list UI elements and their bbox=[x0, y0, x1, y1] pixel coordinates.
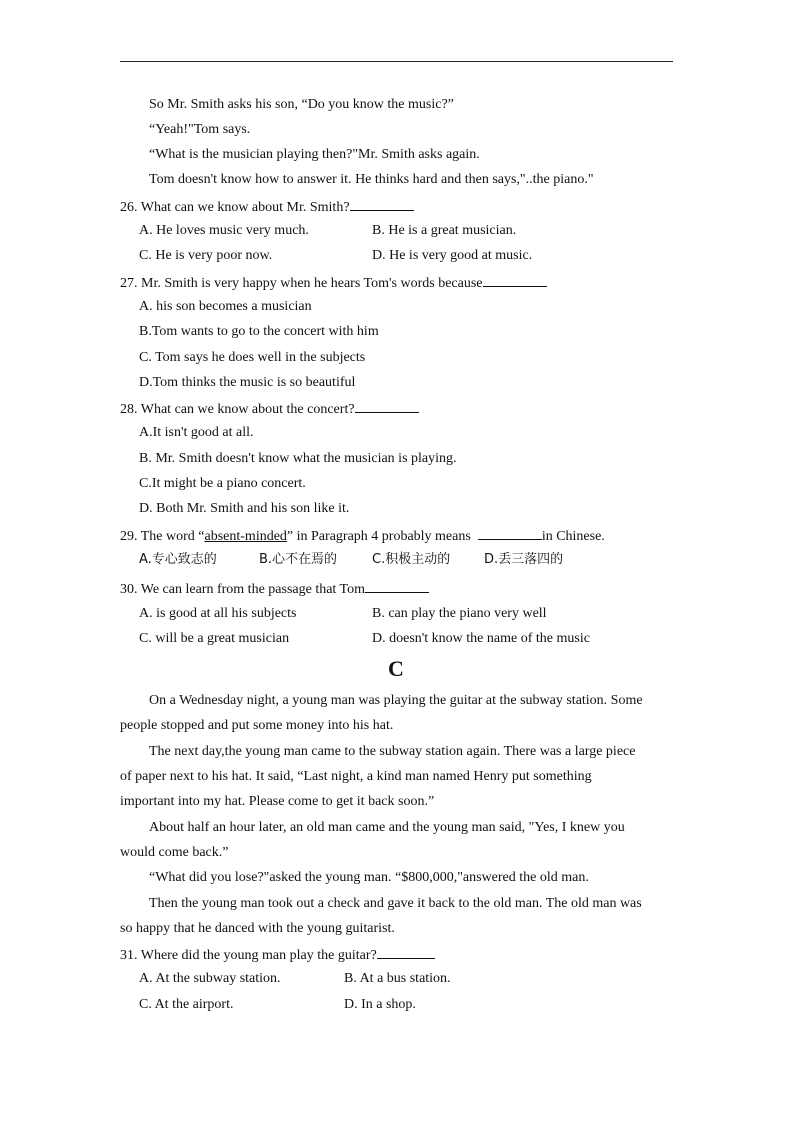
option-27c: C. Tom says he does well in the subjects bbox=[139, 350, 366, 365]
question-31 bbox=[120, 945, 435, 965]
question-text: ” in Paragraph 4 probably means bbox=[286, 529, 471, 544]
option-28d: D. Both Mr. Smith and his son like it. bbox=[139, 501, 350, 516]
question-26 bbox=[120, 197, 414, 217]
option-31b: B. At a bus station. bbox=[344, 971, 451, 986]
question-text: 31. Where did the young man play the guitar? bbox=[120, 948, 377, 963]
option-27d: D.Tom thinks the music is so beautiful bbox=[139, 375, 356, 390]
option-30b: B. can play the piano very well bbox=[372, 606, 547, 621]
question-30 bbox=[120, 579, 429, 599]
passage-line: On a Wednesday night, a young man was playing the guitar at the subway station. Some bbox=[149, 693, 643, 708]
question-28 bbox=[120, 399, 419, 419]
question-29 bbox=[120, 526, 605, 546]
passage-line: The next day,the young man came to the subway station again. There was a large piece bbox=[149, 744, 636, 759]
option-28c: C.It might be a piano concert. bbox=[139, 476, 306, 491]
question-text: 29. The word “ bbox=[120, 529, 205, 544]
question-text: 26. What can we know about Mr. Smith? bbox=[120, 200, 350, 215]
option-31d: D. In a shop. bbox=[344, 997, 416, 1012]
option-29a: A.专心致志的 bbox=[139, 552, 217, 567]
passage-line: important into my hat. Please come to get it back soon.” bbox=[120, 794, 435, 809]
option-28b: B. Mr. Smith doesn't know what the musician is playing. bbox=[139, 451, 457, 466]
option-31c: C. At the airport. bbox=[139, 997, 234, 1012]
question-text: 27. Mr. Smith is very happy when he hears Tom's words because bbox=[120, 276, 483, 291]
option-27b: B.Tom wants to go to the concert with him bbox=[139, 324, 379, 339]
question-text: 28. What can we know about the concert? bbox=[120, 402, 355, 417]
option-26d: D. He is very good at music. bbox=[372, 248, 533, 263]
option-29c: C.积极主动的 bbox=[372, 552, 451, 567]
underlined-word: absent-minded bbox=[204, 529, 287, 544]
passage-line: of paper next to his hat. It said, “Last night, a kind man named Henry put something bbox=[120, 769, 592, 784]
option-29d: D.丢三落四的 bbox=[484, 552, 564, 567]
option-30d: D. doesn't know the name of the music bbox=[372, 631, 590, 646]
section-heading: C bbox=[388, 656, 404, 681]
passage-line: people stopped and put some money into his hat. bbox=[120, 718, 394, 733]
question-text: 30. We can learn from the passage that Tom bbox=[120, 582, 366, 597]
header-rule bbox=[120, 61, 673, 62]
option-31a: A. At the subway station. bbox=[139, 971, 281, 986]
passage-line: Then the young man took out a check and gave it back to the old man. The old man was bbox=[149, 896, 642, 911]
dialogue-line: “What is the musician playing then?"Mr. Smith asks again. bbox=[149, 147, 480, 162]
answer-blank bbox=[365, 579, 429, 593]
question-27 bbox=[120, 273, 547, 293]
option-28a: A.It isn't good at all. bbox=[139, 425, 254, 440]
option-30a: A. is good at all his subjects bbox=[139, 606, 297, 621]
passage-line: would come back.” bbox=[120, 845, 229, 860]
option-26c: C. He is very poor now. bbox=[139, 248, 273, 263]
passage-line: “What did you lose?"asked the young man. “$800,000,"answered the old man. bbox=[149, 870, 589, 885]
passage-line: About half an hour later, an old man came and the young man said, "Yes, I knew you bbox=[149, 820, 625, 835]
dialogue-line: So Mr. Smith asks his son, “Do you know the music?” bbox=[149, 97, 454, 112]
option-30c: C. will be a great musician bbox=[139, 631, 290, 646]
answer-blank bbox=[350, 197, 414, 211]
option-26a: A. He loves music very much. bbox=[139, 223, 309, 238]
answer-blank bbox=[483, 273, 547, 287]
answer-blank bbox=[355, 399, 419, 413]
dialogue-line: “Yeah!"Tom says. bbox=[149, 122, 251, 137]
option-29b: B.心不在焉的 bbox=[259, 552, 338, 567]
dialogue-line: Tom doesn't know how to answer it. He thinks hard and then says,"..the piano." bbox=[149, 172, 594, 187]
answer-blank bbox=[478, 526, 542, 540]
passage-line: so happy that he danced with the young guitarist. bbox=[120, 921, 395, 936]
option-26b: B. He is a great musician. bbox=[372, 223, 517, 238]
question-text: in Chinese. bbox=[541, 529, 605, 544]
answer-blank bbox=[377, 945, 435, 959]
option-27a: A. his son becomes a musician bbox=[139, 299, 312, 314]
